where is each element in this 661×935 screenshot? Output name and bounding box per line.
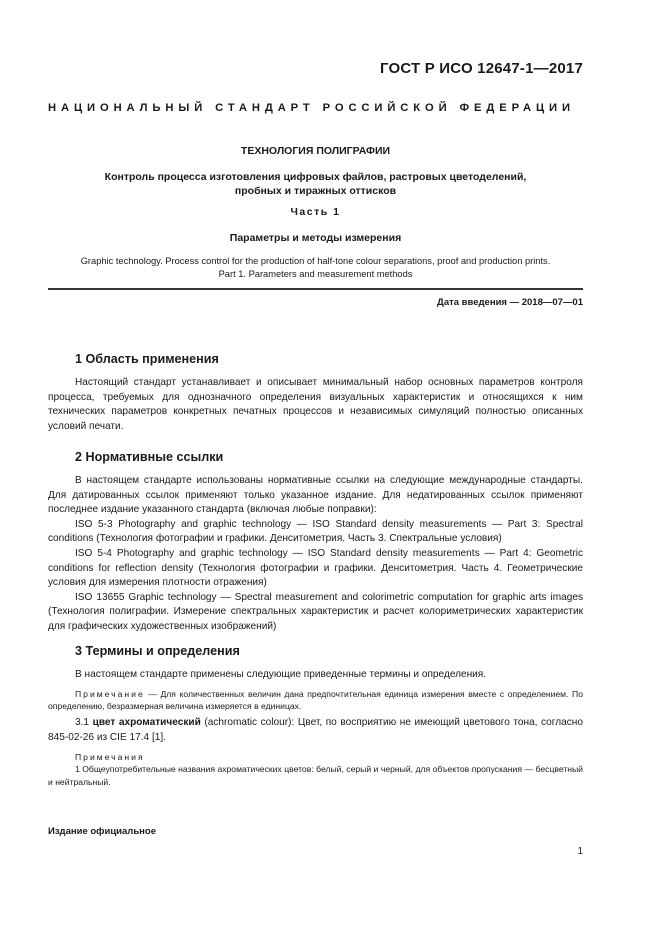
section-2-intro: В настоящем стандарте использованы нормативные ссылки на следующие международные стандарты. Для датированных ссылок применяют только указанное издание. Для недатированных ссылок применяют последнее издание указанного стандарта (включая любые поправки): <box>48 475 583 516</box>
term-note-1: 1 Общеупотребительные названия ахроматических цветов: белый, серый и черный, для объектов пропускания — бесцветный и нейтральный. <box>48 764 583 787</box>
section-3-heading: 3 Термины и определения <box>75 644 240 658</box>
subtitle-line-2: пробных и тиражных оттисков <box>234 185 397 197</box>
part-label: Часть 1 <box>290 206 341 218</box>
section-3-intro-block <box>48 668 583 683</box>
english-title-line-2: Part 1. Parameters and measurement methods <box>218 269 413 279</box>
reference-iso-5-3: ISO 5-3 Photography and graphic technology — ISO Standard density measurements — Part 3: Spectral conditions (Технология фотографии и графики. Денситометрия. Часть 3. Спектральные условия) <box>48 518 583 545</box>
reference-iso-5-4: ISO 5-4 Photography and graphic technology — ISO Standard density measurements — Part 4: Geometric conditions for reflection density (Технология фотографии и графики. Денситометрия. Часть 4. Геометрические условия для измерения плотности отражения) <box>48 547 583 589</box>
notes-label: Примечания <box>75 752 145 762</box>
document-title: ТЕХНОЛОГИЯ ПОЛИГРАФИИ <box>240 145 391 157</box>
section-2-body <box>48 474 583 635</box>
section-1-paragraph: Настоящий стандарт устанавливает и описывает минимальный набор основных параметров контроля процесса, требуемых для однозначного определения визуальных характеристик и относящихся к ним технических параметров конкретных печатных процессов и независимых симуляций полностью описанных условий печати. <box>48 377 583 432</box>
term-name: цвет ахроматический <box>92 717 201 728</box>
part-subtitle: Параметры и методы измерения <box>229 232 402 244</box>
official-edition-label: Издание официальное <box>48 826 156 837</box>
national-standard-banner: НАЦИОНАЛЬНЫЙ СТАНДАРТ РОССИЙСКОЙ ФЕДЕРАЦИИ <box>48 102 575 114</box>
subtitle-line-1: Контроль процесса изготовления цифровых файлов, растровых цветоделений, <box>104 171 527 183</box>
section-2-heading: 2 Нормативные ссылки <box>75 450 224 464</box>
introduction-date: Дата введения — 2018—07—01 <box>437 297 583 308</box>
header-divider <box>48 288 583 290</box>
english-title <box>48 255 583 281</box>
reference-iso-13655: ISO 13655 Graphic technology — Spectral measurement and colorimetric computation for graphic arts images (Технология полиграфии. Измерение спектральных характеристик и расчет колориметрических характеристик для графических художественных изображений) <box>48 591 583 632</box>
gost-number: ГОСТ Р ИСО 12647-1—2017 <box>379 60 583 77</box>
section-1-body <box>48 376 583 434</box>
term-notes <box>48 751 583 788</box>
term-3-1 <box>48 716 583 745</box>
section-3-intro: В настоящем стандарте применены следующие приведенные термины и определения. <box>75 669 487 680</box>
english-title-line-1: Graphic technology. Process control for the production of half-tone colour separations, proof and production prints. <box>80 256 551 266</box>
page-number: 1 <box>577 846 583 857</box>
note-label: Примечание <box>75 689 145 699</box>
term-definition: (achromatic colour): Цвет, по восприятию не имеющий цветового тона, согласно 845-02-26 из CIE 17.4 [1]. <box>48 717 583 743</box>
document-subtitle <box>48 170 583 198</box>
section-1-heading: 1 Область применения <box>75 352 219 366</box>
section-3-note <box>48 688 583 713</box>
note-text: — Для количественных величин дана предпочтительная единица измерения вместе с определением. По определению, безразмерная величина измеряется в единицах. <box>48 689 583 712</box>
term-number: 3.1 <box>75 717 90 728</box>
